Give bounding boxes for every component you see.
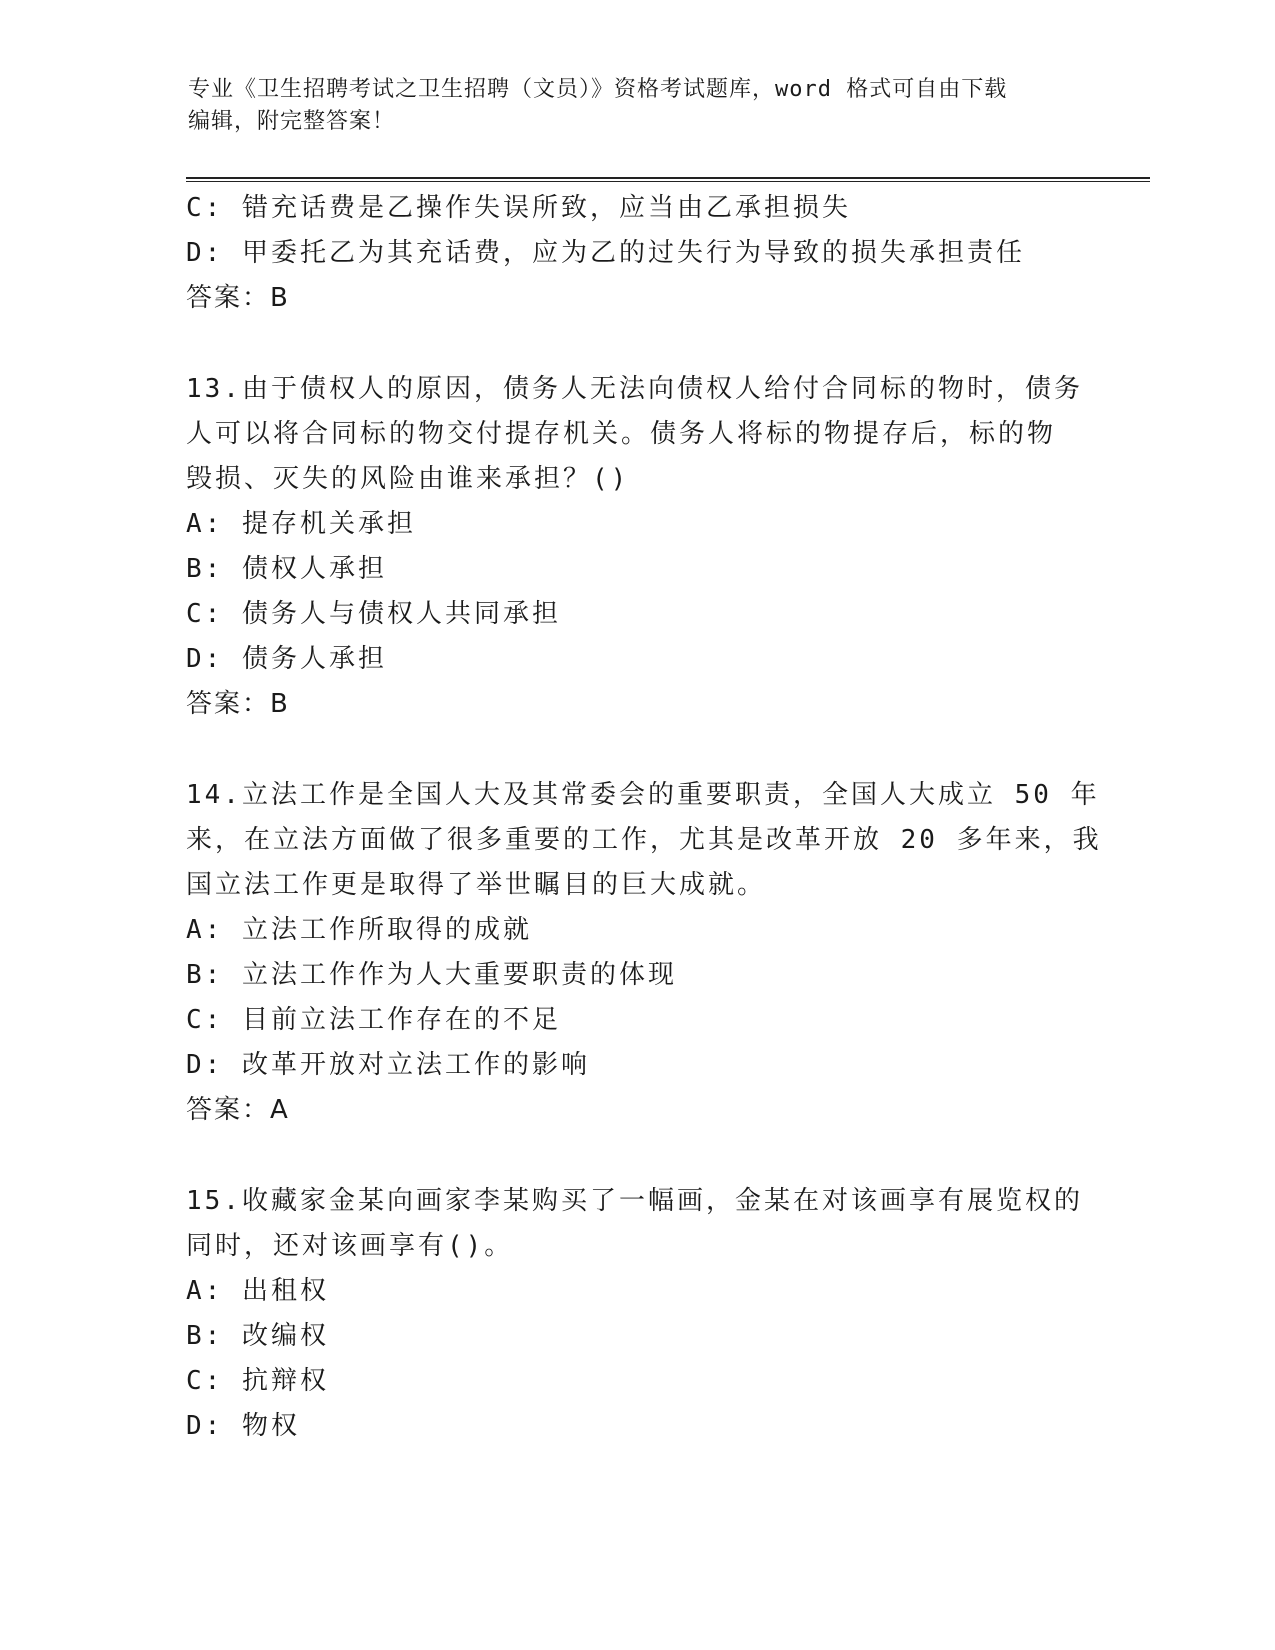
option-c: C: 错充话费是乙操作失误所致，应当由乙承担损失 [186, 193, 851, 223]
stem-line: 国立法工作更是取得了举世瞩目的巨大成就。 [186, 870, 767, 900]
stem-line: 来，在立法方面做了很多重要的工作，尤其是改革开放 20 多年来，我 [186, 825, 1102, 855]
question-stem [186, 1179, 1086, 1269]
stem-line: 毁损、灭失的风险由谁来承担？() [186, 464, 630, 494]
stem-line: 13.由于债权人的原因，债务人无法向债权人给付合同标的物时，债务 [186, 374, 1083, 404]
spacer [186, 321, 1086, 367]
question-stem [186, 367, 1086, 502]
option-a: A: 提存机关承担 [186, 509, 416, 539]
question-13 [186, 367, 1086, 727]
answer-line: 答案：B [186, 283, 290, 313]
option-c: C: 目前立法工作存在的不足 [186, 1005, 561, 1035]
stem-line: 同时，还对该画享有()。 [186, 1231, 514, 1261]
spacer [186, 727, 1086, 773]
option-d: D: 甲委托乙为其充话费，应为乙的过失行为导致的损失承担责任 [186, 238, 1025, 268]
header-line-2: 编辑，附完整答案！ [188, 109, 396, 134]
option-b: B: 改编权 [186, 1321, 329, 1351]
answer-line: 答案：B [186, 689, 290, 719]
option-b: B: 立法工作作为人大重要职责的体现 [186, 960, 677, 990]
question-14 [186, 773, 1102, 1133]
stem-line: 14.立法工作是全国人大及其常委会的重要职责，全国人大成立 50 年 [186, 780, 1100, 810]
option-a: A: 出租权 [186, 1276, 329, 1306]
option-a: A: 立法工作所取得的成就 [186, 915, 532, 945]
option-d: D: 物权 [186, 1411, 300, 1441]
question-list [186, 186, 1102, 1449]
answer-line: 答案：A [186, 1095, 290, 1125]
option-c: C: 债务人与债权人共同承担 [186, 599, 561, 629]
option-b: B: 债权人承担 [186, 554, 387, 584]
header-divider [186, 177, 1150, 182]
question-12-tail [186, 186, 1086, 321]
option-d: D: 改革开放对立法工作的影响 [186, 1050, 590, 1080]
question-15 [186, 1179, 1086, 1449]
option-c: C: 抗辩权 [186, 1366, 329, 1396]
option-d: D: 债务人承担 [186, 644, 387, 674]
stem-line: 15.收藏家金某向画家李某购买了一幅画，金某在对该画享有展览权的 [186, 1186, 1083, 1216]
header-line-1: 专业《卫生招聘考试之卫生招聘（文员）》资格考试题库，word 格式可自由下载 [188, 77, 1008, 102]
question-stem [186, 773, 1102, 908]
spacer [186, 1133, 1086, 1179]
page-header [188, 74, 1068, 138]
stem-line: 人可以将合同标的物交付提存机关。债务人将标的物提存后，标的物 [186, 419, 1057, 449]
